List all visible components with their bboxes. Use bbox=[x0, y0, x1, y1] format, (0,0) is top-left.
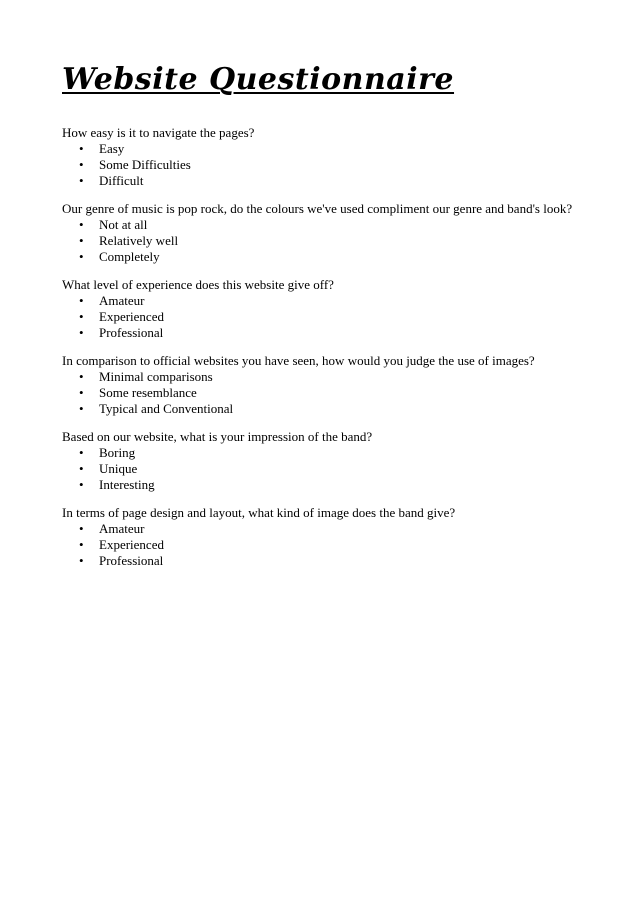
option-list bbox=[62, 369, 602, 417]
question-text: Based on our website, what is your impression of the band? bbox=[62, 429, 373, 444]
option-list bbox=[62, 521, 602, 569]
bullet-icon: • bbox=[79, 217, 84, 232]
bullet-icon: • bbox=[79, 537, 84, 552]
bullet-icon: • bbox=[79, 445, 84, 460]
option-item bbox=[62, 445, 602, 461]
question-3 bbox=[62, 277, 602, 341]
option-item bbox=[62, 477, 602, 493]
bullet-icon: • bbox=[79, 157, 84, 172]
bullet-icon: • bbox=[79, 325, 84, 340]
option-item bbox=[62, 369, 602, 385]
option-label: Some Difficulties bbox=[99, 157, 191, 172]
option-label: Unique bbox=[99, 461, 138, 476]
option-label: Boring bbox=[99, 445, 136, 460]
option-label: Experienced bbox=[99, 309, 164, 324]
option-label: Experienced bbox=[99, 537, 164, 552]
option-item bbox=[62, 157, 602, 173]
option-label: Amateur bbox=[99, 293, 145, 308]
option-label: Professional bbox=[99, 553, 164, 568]
option-list bbox=[62, 293, 602, 341]
option-label: Easy bbox=[99, 141, 125, 156]
option-item bbox=[62, 233, 602, 249]
question-5 bbox=[62, 429, 602, 493]
question-text: Our genre of music is pop rock, do the colours we've used compliment our genre and band's look? bbox=[62, 201, 573, 216]
option-list bbox=[62, 217, 602, 265]
question-text: In comparison to official websites you have seen, how would you judge the use of images? bbox=[62, 353, 535, 368]
bullet-icon: • bbox=[79, 173, 84, 188]
option-label: Minimal comparisons bbox=[99, 369, 213, 384]
option-item bbox=[62, 249, 602, 265]
option-label: Relatively well bbox=[99, 233, 179, 248]
bullet-icon: • bbox=[79, 385, 84, 400]
question-list bbox=[62, 125, 602, 581]
question-text: In terms of page design and layout, what kind of image does the band give? bbox=[62, 505, 456, 520]
bullet-icon: • bbox=[79, 461, 84, 476]
option-item bbox=[62, 293, 602, 309]
option-item bbox=[62, 521, 602, 537]
option-label: Difficult bbox=[99, 173, 144, 188]
option-item bbox=[62, 217, 602, 233]
option-item bbox=[62, 141, 602, 157]
option-item bbox=[62, 325, 602, 341]
option-item bbox=[62, 173, 602, 189]
question-6 bbox=[62, 505, 602, 569]
document-title: Website Questionnaire bbox=[62, 62, 455, 97]
option-label: Interesting bbox=[99, 477, 155, 492]
bullet-icon: • bbox=[79, 553, 84, 568]
question-text: What level of experience does this website give off? bbox=[62, 277, 334, 292]
bullet-icon: • bbox=[79, 293, 84, 308]
option-label: Amateur bbox=[99, 521, 145, 536]
option-list bbox=[62, 445, 602, 493]
bullet-icon: • bbox=[79, 477, 84, 492]
option-label: Some resemblance bbox=[99, 385, 197, 400]
option-item bbox=[62, 537, 602, 553]
bullet-icon: • bbox=[79, 309, 84, 324]
question-1 bbox=[62, 125, 602, 189]
option-label: Typical and Conventional bbox=[99, 401, 234, 416]
bullet-icon: • bbox=[79, 233, 84, 248]
bullet-icon: • bbox=[79, 369, 84, 384]
question-2 bbox=[62, 201, 602, 265]
option-label: Completely bbox=[99, 249, 160, 264]
bullet-icon: • bbox=[79, 521, 84, 536]
option-item bbox=[62, 401, 602, 417]
option-item bbox=[62, 553, 602, 569]
question-4 bbox=[62, 353, 602, 417]
option-list bbox=[62, 141, 602, 189]
bullet-icon: • bbox=[79, 141, 84, 156]
option-item bbox=[62, 309, 602, 325]
bullet-icon: • bbox=[79, 249, 84, 264]
option-item bbox=[62, 461, 602, 477]
question-text: How easy is it to navigate the pages? bbox=[62, 125, 255, 140]
option-label: Not at all bbox=[99, 217, 148, 232]
option-label: Professional bbox=[99, 325, 164, 340]
option-item bbox=[62, 385, 602, 401]
bullet-icon: • bbox=[79, 401, 84, 416]
